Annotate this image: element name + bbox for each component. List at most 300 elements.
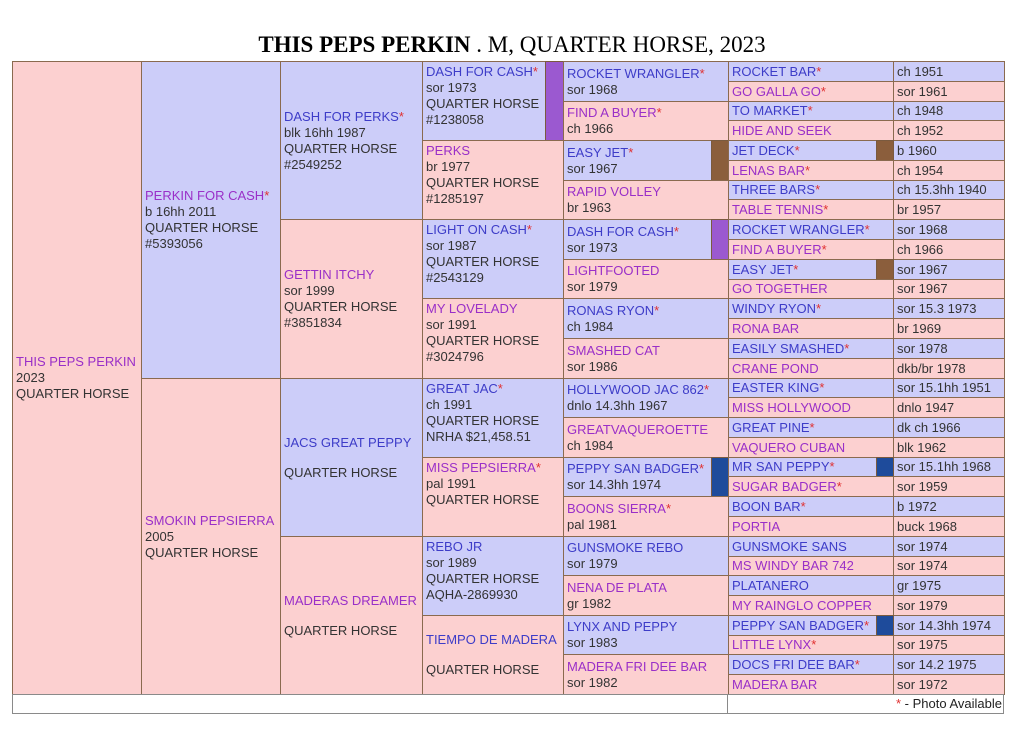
horse-name-line [732,162,890,180]
gen5-info-cell [893,536,1005,557]
horse-name-link[interactable]: GO TOGETHER [732,281,828,296]
photo-star-icon: * [829,459,835,474]
photo-star-icon: * [821,241,827,257]
photo-star-icon: * [704,382,710,397]
horse-name-line [732,122,890,140]
horse-name-line [567,580,725,596]
horse-info: ch 1991 [426,397,473,412]
horse-info: br 1977 [426,159,471,174]
horse-name-link[interactable]: TIEMPO DE MADERA [426,632,557,647]
horse-info: br 1969 [897,320,942,336]
footer-left-box [12,694,728,714]
gen3-horse-cell [422,457,564,537]
horse-name-line [732,498,890,516]
horse-name-line [567,66,725,82]
horse-name-line [567,105,725,121]
horse-info: QUARTER HORSE [284,299,398,314]
horse-info: sor 1979 [897,597,948,613]
horse-info: sor 1973 [426,80,477,95]
horse-name-link[interactable]: MISS HOLLYWOOD [732,399,851,415]
photo-star-icon: * [816,63,822,79]
horse-name-link[interactable]: MISS PEPSIERRA [426,460,536,475]
photo-star-icon: * [526,222,532,237]
photo-star-icon: * [699,65,705,81]
horse-name-line [567,263,725,279]
horse-info: ch 15.3hh 1940 [897,182,987,197]
horse-info: sor 1979 [567,556,618,571]
horse-name-link[interactable]: NENA DE PLATA [567,579,667,595]
horse-name-link[interactable]: PERKIN FOR CASH [145,188,265,203]
horse-info: QUARTER HORSE [145,220,259,235]
horse-info: gr 1982 [567,595,612,611]
photo-star-icon: * [804,162,811,178]
gen5-info-cell [893,199,1005,220]
photo-star-icon: * [535,460,541,475]
horse-name-line [732,280,890,298]
horse-name-link[interactable]: LIGHT ON CASH [426,222,527,237]
color-swatch [711,457,729,497]
horse-name-link[interactable]: RONA BAR [732,320,800,336]
horse-name-link[interactable]: GREATVAQUEROETTE [567,421,709,437]
horse-info: sor 14.3hh 1974 [897,617,991,633]
gen5-horse-cell [728,556,894,576]
photo-star-icon: * [654,302,660,318]
page-title [0,32,1024,58]
gen5-horse-cell [728,61,894,82]
horse-info: ch 1984 [567,437,614,453]
horse-info: sor 1974 [897,538,948,554]
horse-name-line [567,619,725,635]
gen4-horse-cell [563,496,729,537]
horse-name-line [426,381,560,397]
gen5-info-cell [893,180,1005,200]
photo-star-icon: * [863,617,870,633]
horse-info: sor 1989 [426,555,477,570]
horse-name-line [732,597,890,615]
gen5-info-cell [893,239,1005,260]
gen4-horse-cell [563,180,729,220]
gen5-info-cell [893,101,1005,121]
gen5-horse-cell [728,259,894,280]
horse-name-line [732,538,890,556]
gen5-info-cell [893,674,1005,695]
gen5-info-cell [893,120,1005,141]
photo-note-text: - Photo Available [901,696,1002,711]
horse-name-link[interactable]: DASH FOR PERKS [284,108,399,124]
horse-name-link[interactable]: ROCKET WRANGLER [732,221,865,237]
horse-name-link[interactable]: PLATANERO [732,577,809,593]
horse-info: b 1972 [897,498,937,514]
gen5-info-cell [893,279,1005,299]
horse-name-line [732,102,890,120]
gen4-horse-cell [563,61,729,102]
gen5-horse-cell [728,101,894,121]
gen5-horse-cell [728,674,894,695]
gen5-info-cell [893,397,1005,418]
gen5-horse-cell [728,437,894,458]
horse-name-link[interactable]: THREE BARS [732,182,816,197]
gen3-horse-cell [422,378,564,458]
gen5-horse-cell [728,496,894,517]
gen5-info-cell [893,358,1005,379]
photo-star-icon: * [698,461,705,476]
horse-name-link[interactable]: EASILY SMASHED [732,340,845,356]
photo-star-icon: * [807,103,813,118]
horse-name-link[interactable]: HIDE AND SEEK [732,122,832,138]
horse-info: #1285197 [426,191,484,206]
gen4-horse-cell [563,615,729,655]
gen3-horse-cell [422,298,564,379]
horse-name-link[interactable]: REBO JR [426,539,483,554]
gen4-horse-cell [563,140,729,181]
horse-name-line [426,539,560,555]
horse-info: sor 1974 [897,558,948,573]
gen5-info-cell [893,338,1005,359]
subject-horse-cell [12,61,142,695]
horse-name-link[interactable]: SMOKIN PEPSIERRA [145,512,275,528]
horse-name-link[interactable]: BOON BAR [732,498,801,514]
gen2-horse-cell [280,219,423,379]
horse-name-line [732,261,890,279]
photo-star-icon: * [628,144,634,160]
horse-name-link[interactable]: PEPPY SAN BADGER [732,617,864,633]
photo-star-icon: * [398,108,404,124]
horse-info: #2543129 [426,270,484,285]
gen5-horse-cell [728,180,894,200]
gen4-horse-cell [563,259,729,299]
gen4-horse-cell [563,298,729,339]
gen5-horse-cell [728,358,894,379]
horse-info: ch 1951 [897,63,944,79]
gen5-horse-cell [728,615,894,636]
gen3-horse-cell [422,615,564,695]
horse-name-line [284,267,419,283]
horse-info: sor 14.2 1975 [897,656,977,672]
horse-name-link[interactable]: GUNSMOKE SANS [732,538,847,554]
gen5-info-cell [893,61,1005,82]
horse-title-details: . M, QUARTER HORSE, 2023 [470,32,766,57]
gen5-horse-cell [728,140,894,161]
gen5-horse-cell [728,654,894,675]
gen5-info-cell [893,556,1005,576]
photo-available-note [896,696,1002,711]
horse-name-link[interactable]: EASY JET [732,261,794,277]
horse-name-link[interactable]: MR SAN PEPPY [732,459,830,474]
gen4-horse-cell [563,654,729,695]
horse-name-link[interactable]: PEPPY SAN BADGER [567,461,699,476]
horse-name-link[interactable]: PORTIA [732,518,781,534]
photo-star-icon: * [864,221,870,237]
horse-info: QUARTER HORSE [284,140,398,156]
horse-info: sor 1959 [897,478,948,494]
photo-star-icon: * [794,142,800,158]
gen1-horse-cell [141,378,281,695]
horse-name-link[interactable]: THIS PEPS PERKIN [16,354,136,369]
horse-info: sor 1968 [567,81,618,97]
horse-info: sor 1961 [897,83,948,99]
gen5-info-cell [893,417,1005,438]
photo-star-icon: * [497,381,503,396]
horse-name-line [284,435,419,451]
horse-name-link[interactable]: DOCS FRI DEE BAR [732,656,855,672]
photo-star-icon: * [819,380,825,395]
horse-info: sor 1967 [897,261,948,277]
horse-info: b 1960 [897,142,937,158]
photo-star-icon: * [793,261,799,277]
gen5-info-cell [893,140,1005,161]
gen2-horse-cell [280,536,423,695]
horse-name-link[interactable]: LENAS BAR [732,162,805,178]
photo-star-icon: * [836,478,842,494]
horse-name-link[interactable]: DASH FOR CASH [426,64,533,79]
horse-name-line [16,354,138,370]
gen5-horse-cell [728,457,894,477]
horse-name-line [732,458,890,476]
horse-info: buck 1968 [897,518,957,534]
horse-name-line [732,676,890,694]
horse-name-line [567,501,725,517]
gen4-horse-cell [563,378,729,418]
horse-name-line [426,632,560,648]
gen1-horse-cell [141,61,281,379]
gen5-horse-cell [728,417,894,438]
horse-info: dnlo 1947 [897,399,955,415]
gen5-info-cell [893,259,1005,280]
horse-info: sor 1983 [567,635,618,650]
horse-name-link[interactable]: FIND A BUYER [567,105,657,120]
horse-name-line [732,142,890,160]
horse-info: br 1957 [897,201,942,217]
horse-name-link[interactable]: SMASHED CAT [567,342,660,358]
horse-name-link[interactable]: JET DECK [732,142,795,158]
gen5-horse-cell [728,516,894,537]
horse-info: QUARTER HORSE [284,464,398,480]
horse-name-line [284,593,419,609]
gen4-horse-cell [563,575,729,616]
horse-name-link[interactable]: MY LOVELADY [426,301,518,316]
horse-info: dnlo 14.3hh 1967 [567,398,668,413]
horse-name-link[interactable]: ROCKET WRANGLER [567,65,700,81]
gen5-info-cell [893,595,1005,616]
gen5-horse-cell [728,279,894,299]
horse-name-link[interactable]: GETTIN ITCHY [284,267,375,282]
horse-info: br 1963 [567,200,612,215]
horse-name-link[interactable]: LIGHTFOOTED [567,263,660,278]
gen5-info-cell [893,378,1005,398]
gen5-info-cell [893,476,1005,497]
horse-info: NRHA $21,458.51 [426,429,531,444]
horse-info: blk 16hh 1987 [284,124,366,140]
gen5-horse-cell [728,81,894,102]
horse-name-link[interactable]: VAQUERO CUBAN [732,439,846,455]
horse-name-line [732,399,890,417]
horse-info: QUARTER HORSE [426,96,540,111]
gen3-horse-cell [422,61,564,141]
gen5-horse-cell [728,219,894,240]
horse-name-line [732,320,890,338]
color-swatch [711,219,729,260]
gen5-info-cell [893,81,1005,102]
horse-name-link[interactable]: LITTLE LYNX [732,637,812,652]
horse-name-line [732,181,890,199]
horse-name-link[interactable]: WINDY RYON [732,300,817,316]
photo-star-icon: * [820,83,826,99]
horse-name-link[interactable]: EASTER KING [732,380,820,395]
gen5-horse-cell [728,378,894,398]
horse-info: ch 1984 [567,318,614,334]
horse-name-line [426,143,560,159]
horse-name-link[interactable]: SUGAR BADGER [732,478,837,494]
horse-name-link[interactable]: PERKS [426,143,471,158]
horse-info: 2023 [16,370,45,385]
gen5-horse-cell [728,318,894,339]
horse-name-link[interactable]: HOLLYWOOD JAC 862 [567,382,705,397]
horse-name-line [732,617,890,635]
horse-name-line [732,83,890,101]
horse-name-link[interactable]: GREAT JAC [426,381,498,396]
color-swatch [876,140,894,161]
horse-info: sor 1987 [426,238,477,253]
photo-star-icon: * [264,188,270,203]
horse-info: #2549252 [284,156,342,172]
horse-info: dk ch 1966 [897,419,961,435]
gen5-horse-cell [728,338,894,359]
horse-name-link[interactable]: MY RAINGLO COPPER [732,597,872,613]
horse-info: sor 15.1hh 1951 [897,380,991,395]
horse-info: sor 15.3 1973 [897,300,977,316]
gen4-horse-cell [563,536,729,576]
color-swatch [711,140,729,181]
horse-name-link[interactable]: TABLE TENNIS [732,201,824,217]
horse-name-line [426,460,560,476]
gen5-info-cell [893,298,1005,319]
horse-name-link[interactable]: MADERAS DREAMER [284,592,417,608]
horse-name-line [426,222,560,238]
horse-info: QUARTER HORSE [426,254,540,269]
horse-info: sor 1973 [567,239,618,255]
horse-name-line [732,577,890,595]
gen4-horse-cell [563,457,729,497]
horse-info: QUARTER HORSE [426,333,540,348]
horse-info: sor 15.1hh 1968 [897,459,991,474]
horse-name-link[interactable]: MADERA BAR [732,676,818,692]
gen3-horse-cell [422,219,564,299]
horse-name-link[interactable]: EASY JET [567,144,629,160]
gen5-info-cell [893,635,1005,655]
horse-name-link[interactable]: FIND A BUYER [732,241,822,257]
horse-name-link[interactable]: BOONS SIERRA [567,500,666,516]
gen3-horse-cell [422,536,564,616]
horse-name-link[interactable]: RAPID VOLLEY [567,184,661,199]
gen5-horse-cell [728,239,894,260]
horse-info: QUARTER HORSE [426,175,540,190]
gen2-horse-cell [280,378,423,537]
horse-name-line [732,300,890,318]
horse-info: ch 1966 [897,241,944,257]
horse-info: 2005 [145,528,174,544]
horse-name-line [145,188,277,204]
gen5-info-cell [893,615,1005,636]
gen4-horse-cell [563,338,729,379]
horse-name-line [732,340,890,358]
horse-name-line [732,439,890,457]
horse-info: b 16hh 2011 [145,204,217,219]
horse-name-line [732,221,890,239]
horse-name-link[interactable]: GUNSMOKE REBO [567,540,684,555]
gen5-horse-cell [728,536,894,557]
horse-name-link[interactable]: LYNX AND PEPPY [567,619,678,634]
horse-name-link[interactable]: MS WINDY BAR 742 [732,558,854,573]
horse-info: sor 1975 [897,637,948,652]
horse-name-line [732,557,890,575]
horse-info: QUARTER HORSE [426,492,540,507]
color-swatch [545,61,564,141]
gen5-info-cell [893,437,1005,458]
gen5-horse-cell [728,160,894,181]
photo-star-icon: * [895,696,902,711]
horse-name-line [145,513,277,529]
color-swatch [876,615,894,636]
horse-info: blk 1962 [897,439,947,455]
gen5-info-cell [893,516,1005,537]
horse-name-link[interactable]: JACS GREAT PEPPY [284,434,412,450]
horse-info: pal 1981 [567,516,617,532]
horse-name-link[interactable]: GO GALLA GO [732,83,821,99]
horse-info: sor 1982 [567,674,618,690]
horse-name-link[interactable]: ROCKET BAR [732,63,817,79]
horse-name-link[interactable]: CRANE POND [732,360,819,376]
horse-name-line [732,360,890,378]
horse-info: #3024796 [426,349,484,364]
gen5-horse-cell [728,575,894,596]
horse-name-link[interactable]: DASH FOR CASH [567,223,674,239]
horse-name-line [732,241,890,259]
horse-name-link[interactable]: TO MARKET [732,103,808,118]
photo-star-icon: * [816,300,822,316]
horse-name-line [732,419,890,437]
horse-name-line [567,382,725,398]
horse-name-line [732,201,890,219]
horse-info: sor 1967 [567,160,618,176]
gen5-info-cell [893,654,1005,675]
gen5-horse-cell [728,298,894,319]
photo-star-icon: * [665,500,672,516]
gen4-horse-cell [563,219,729,260]
gen5-horse-cell [728,120,894,141]
horse-info: sor 1999 [284,283,335,298]
photo-star-icon: * [815,182,821,197]
horse-name-line [567,303,725,319]
horse-name-line [732,656,890,674]
horse-info: ch 1948 [897,103,944,118]
horse-info: dkb/br 1978 [897,360,966,376]
photo-star-icon: * [823,201,829,217]
gen5-horse-cell [728,595,894,616]
horse-name-link[interactable]: RONAS RYON [567,302,655,318]
horse-name-link[interactable]: MADERA FRI DEE BAR [567,658,708,674]
photo-star-icon: * [844,340,850,356]
photo-star-icon: * [811,637,817,652]
horse-name-line [567,343,725,359]
horse-name-link[interactable]: GREAT PINE [732,419,810,435]
horse-name-line [567,184,725,200]
photo-star-icon: * [800,498,806,514]
horse-info: AQHA-2869930 [426,587,518,602]
gen5-horse-cell [728,397,894,418]
horse-name-line [732,518,890,536]
horse-info: QUARTER HORSE [284,622,398,638]
color-swatch [876,259,894,280]
